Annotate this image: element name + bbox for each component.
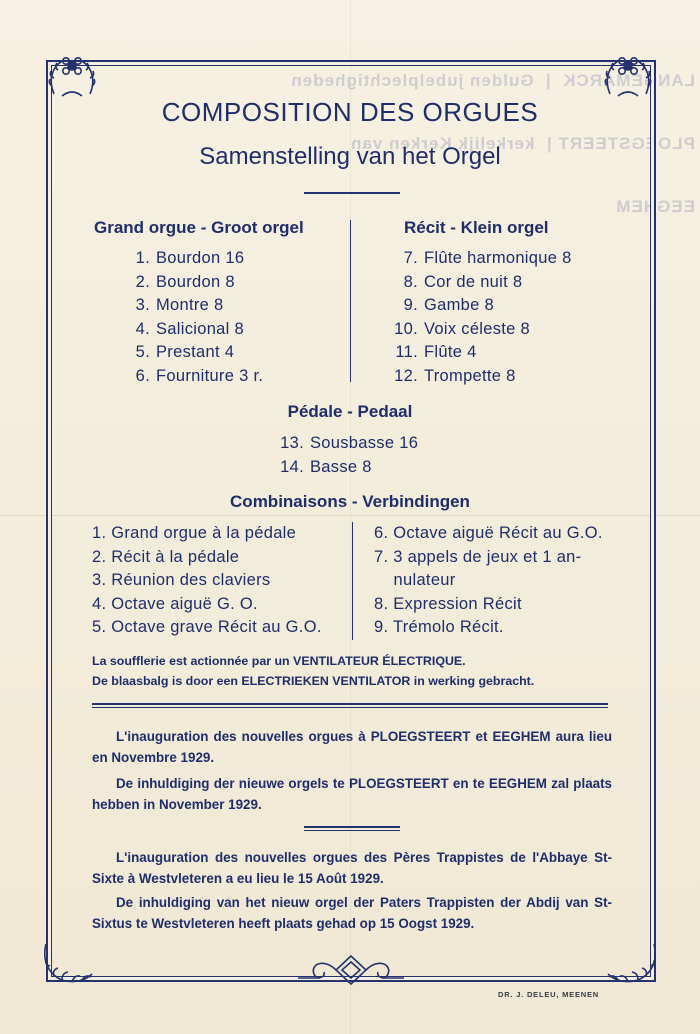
list-item: 3. Montre 8	[135, 296, 224, 314]
list-item: 8. Cor de nuit 8	[403, 272, 523, 291]
pedale-list	[264, 432, 418, 479]
list-item: 2. Bourdon 8	[135, 272, 235, 291]
list-item: 13. Sousbasse 16	[280, 434, 419, 452]
grand-orgue-heading: Grand orgue - Groot orgel	[94, 218, 304, 237]
leaf-scroll-icon	[40, 936, 96, 992]
list-item: 7. 3 appels de jeux et 1 an-	[374, 547, 582, 566]
section-rule-short	[304, 826, 400, 831]
list-item: 14. Basse 8	[280, 457, 372, 476]
list-item: 7. Flûte harmonique 8	[403, 249, 572, 267]
section-rule	[92, 703, 608, 708]
list-item: 4. Salicional 8	[135, 319, 244, 338]
recit-list	[378, 247, 572, 388]
list-item: 4. Octave aiguë G. O.	[92, 594, 258, 613]
list-item: 9. Trémolo Récit.	[374, 618, 504, 636]
list-item: 8. Expression Récit	[374, 594, 522, 613]
list-item: 3. Réunion des claviers	[92, 571, 271, 589]
inauguration-french: L'inauguration des nouvelles orgues à PLOEGSTEERT et EEGHEM aura lieu en Novembre 1929.	[92, 729, 612, 765]
page-title-dutch: Samenstelling van het Orgel	[199, 143, 501, 170]
list-item: 11. Flûte 4	[395, 343, 477, 361]
list-item: 5. Octave grave Récit au G.O.	[92, 618, 322, 636]
ornamental-frame	[46, 60, 656, 982]
inauguration-dutch: De inhuldiging der nieuwe orgels te PLOEGSTEERT en te EEGHEM zal plaats hebben in November 1929.	[92, 776, 612, 812]
list-item: 9. Gambe 8	[403, 296, 494, 314]
list-item: 10. Voix céleste 8	[394, 319, 531, 338]
page-title-french: COMPOSITION DES ORGUES	[161, 97, 539, 127]
printer-imprint: DR. J. DELEU, MEENEN	[498, 990, 600, 999]
combinaisons-right-list	[374, 522, 603, 640]
grand-orgue-list	[120, 247, 263, 388]
pedale-heading: Pédale - Pedaal	[287, 402, 413, 421]
list-item: 1. Bourdon 16	[135, 249, 245, 267]
trappist-inauguration-french: L'inauguration des nouvelles orgues des Pères Trappistes de l'Abbaye St-Sixte à Westvleteren a eu lieu le 15 Août 1929.	[92, 850, 612, 886]
title-rule	[304, 192, 400, 194]
list-item: 1. Grand orgue à la pédale	[92, 524, 297, 542]
trappist-inauguration-dutch: De inhuldiging van het nieuw orgel der Paters Trappisten der Abdij van St-Sixtus te Westvleteren heeft plaats gehad op 15 Oogst 1929.	[92, 895, 612, 931]
list-item: 12. Trompette 8	[394, 366, 516, 385]
combinaisons-left-list	[92, 522, 322, 640]
blower-note-french: La soufflerie est actionnée par un VENTILATEUR ÉLECTRIQUE.	[92, 654, 466, 668]
bleed-through-text: LANGEMARCK | Gulden jubelplechtigheden PLOEGSTEERT | kerkelijk Kerken van EEGHEM	[290, 71, 695, 216]
list-item: nulateur	[374, 571, 456, 589]
list-item: 2. Récit à la pédale	[92, 547, 240, 566]
list-item: 5. Prestant 4	[135, 343, 235, 361]
list-item: 6. Octave aiguë Récit au G.O.	[374, 524, 603, 542]
scroll-ornament-icon	[296, 950, 406, 990]
combinaisons-heading: Combinaisons - Verbindingen	[230, 492, 470, 511]
leaf-scroll-icon	[604, 936, 660, 992]
column-divider	[350, 220, 351, 382]
recit-heading: Récit - Klein orgel	[404, 218, 549, 237]
blower-note-dutch: De blaasbalg is door een ELECTRIEKEN VENTILATOR in werking gebracht.	[92, 674, 535, 688]
list-item: 6. Fourniture 3 r.	[135, 366, 264, 385]
column-divider	[352, 522, 353, 640]
